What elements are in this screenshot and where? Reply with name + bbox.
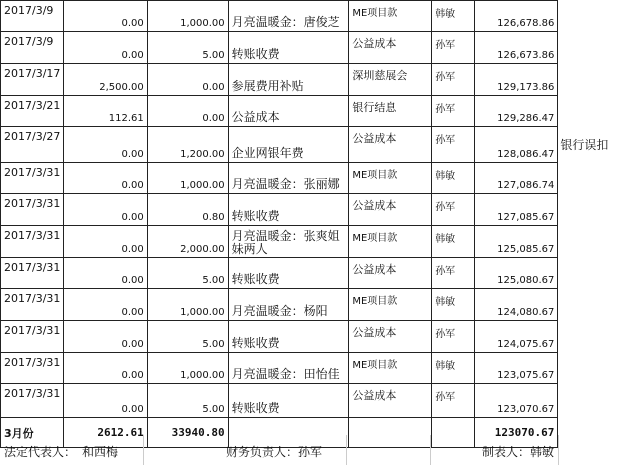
balance-cell: 126,673.86 (475, 32, 558, 64)
category-cell: 银行结息 (349, 96, 432, 127)
note-cell: 银行误扣 (560, 138, 609, 152)
category-cell: 深圳慈展会 (349, 64, 432, 96)
expense-cell: 5.00 (147, 321, 228, 353)
date-cell: 2017/3/27 (1, 127, 64, 163)
handler-cell: 孙军 (432, 384, 475, 418)
handler-cell: 孙军 (432, 64, 475, 96)
table-row (1, 384, 621, 418)
income-cell: 0.00 (64, 384, 147, 418)
table-row (1, 194, 621, 226)
total-label: 3月份 (1, 418, 64, 448)
description-cell: 月亮温暖金：田怡佳 (228, 353, 349, 384)
category-cell: 公益成本 (349, 32, 432, 64)
description-cell: 月亮温暖金：张丽娜 (228, 163, 349, 194)
date-cell: 2017/3/9 (1, 32, 64, 64)
date-cell: 2017/3/31 (1, 163, 64, 194)
category-cell: 公益成本 (349, 384, 432, 418)
description-cell: 月亮温暖金：唐俊芝 (228, 1, 349, 32)
note-cell (558, 194, 621, 226)
expense-cell: 1,200.00 (147, 127, 228, 163)
table-row (1, 289, 621, 321)
note-cell (558, 258, 621, 289)
category-cell: 公益成本 (349, 321, 432, 353)
balance-cell: 129,173.86 (475, 64, 558, 96)
date-cell: 2017/3/31 (1, 289, 64, 321)
table-row (1, 1, 621, 32)
description-cell: 转账收费 (228, 194, 349, 226)
description-cell: 月亮温暖金：杨阳 (228, 289, 349, 321)
expense-cell: 1,000.00 (147, 1, 228, 32)
balance-cell: 124,080.67 (475, 289, 558, 321)
note-cell (558, 226, 621, 258)
expense-cell: 1,000.00 (147, 353, 228, 384)
table-row (1, 127, 621, 163)
income-cell: 0.00 (64, 289, 147, 321)
balance-cell: 128,086.47 (475, 127, 558, 163)
income-cell: 0.00 (64, 127, 147, 163)
note-cell (558, 289, 621, 321)
expense-cell: 5.00 (147, 258, 228, 289)
handler-cell: 韩敏 (432, 226, 475, 258)
description-cell: 月亮温暖金：张爽姐妹两人 (228, 226, 349, 258)
total-balance: 123070.67 (475, 418, 558, 448)
table-row (1, 96, 621, 127)
balance-cell: 125,085.67 (475, 226, 558, 258)
balance-cell: 127,086.74 (475, 163, 558, 194)
note-cell (558, 96, 621, 127)
table-row (1, 32, 621, 64)
handler-cell: 孙军 (432, 96, 475, 127)
category-cell: ME项目款 (349, 353, 432, 384)
description-cell: 转账收费 (228, 32, 349, 64)
expense-cell: 5.00 (147, 32, 228, 64)
income-cell: 0.00 (64, 258, 147, 289)
note-cell (558, 163, 621, 194)
date-cell: 2017/3/31 (1, 353, 64, 384)
table-row (1, 226, 621, 258)
handler-cell: 孙军 (432, 32, 475, 64)
expense-cell: 0.00 (147, 96, 228, 127)
expense-cell: 2,000.00 (147, 226, 228, 258)
category-cell: 公益成本 (349, 127, 432, 163)
date-cell: 2017/3/17 (1, 64, 64, 96)
expense-cell: 0.80 (147, 194, 228, 226)
date-cell: 2017/3/31 (1, 321, 64, 353)
income-cell: 0.00 (64, 194, 147, 226)
description-cell: 转账收费 (228, 258, 349, 289)
date-cell: 2017/3/31 (1, 194, 64, 226)
date-cell: 2017/3/31 (1, 258, 64, 289)
income-cell: 0.00 (64, 1, 147, 32)
handler-cell: 孙军 (432, 127, 475, 163)
description-cell: 企业网银年费 (228, 127, 349, 163)
table-row (1, 353, 621, 384)
total-income: 2612.61 (64, 418, 147, 448)
balance-cell: 126,678.86 (475, 1, 558, 32)
handler-cell: 韩敏 (432, 163, 475, 194)
table-row (1, 258, 621, 289)
category-cell: ME项目款 (349, 226, 432, 258)
handler-cell: 孙军 (432, 321, 475, 353)
income-cell: 0.00 (64, 353, 147, 384)
handler-cell: 孙军 (432, 194, 475, 226)
description-cell: 公益成本 (228, 96, 349, 127)
note-cell (558, 384, 621, 418)
date-cell: 2017/3/9 (1, 1, 64, 32)
total-expense: 33940.80 (147, 418, 228, 448)
date-cell: 2017/3/31 (1, 226, 64, 258)
finance-manager: 财务负责人：孙军 (226, 445, 323, 459)
income-cell: 0.00 (64, 321, 147, 353)
income-cell: 112.61 (64, 96, 147, 127)
category-cell: ME项目款 (349, 163, 432, 194)
handler-cell: 韩敏 (432, 353, 475, 384)
category-cell: 公益成本 (349, 258, 432, 289)
handler-cell: 孙军 (432, 258, 475, 289)
date-cell: 2017/3/31 (1, 384, 64, 418)
note-cell (558, 353, 621, 384)
balance-cell: 123,070.67 (475, 384, 558, 418)
note-cell (558, 64, 621, 96)
income-cell: 2,500.00 (64, 64, 147, 96)
handler-cell: 韩敏 (432, 289, 475, 321)
balance-cell: 124,075.67 (475, 321, 558, 353)
date-cell: 2017/3/21 (1, 96, 64, 127)
note-cell (558, 32, 621, 64)
balance-cell: 125,080.67 (475, 258, 558, 289)
category-cell: ME项目款 (349, 1, 432, 32)
table-row (1, 321, 621, 353)
description-cell: 参展费用补贴 (228, 64, 349, 96)
balance-cell: 129,286.47 (475, 96, 558, 127)
income-cell: 0.00 (64, 226, 147, 258)
expense-cell: 5.00 (147, 384, 228, 418)
income-cell: 0.00 (64, 32, 147, 64)
expense-cell: 1,000.00 (147, 163, 228, 194)
expense-cell: 1,000.00 (147, 289, 228, 321)
balance-cell: 127,085.67 (475, 194, 558, 226)
table-maker: 制表人：韩敏 (482, 445, 555, 459)
table-row (1, 163, 621, 194)
balance-cell: 123,075.67 (475, 353, 558, 384)
expense-cell: 0.00 (147, 64, 228, 96)
description-cell: 转账收费 (228, 321, 349, 353)
description-cell: 转账收费 (228, 384, 349, 418)
income-cell: 0.00 (64, 163, 147, 194)
ledger-body (1, 1, 621, 448)
legal-representative: 法定代表人： 和西梅 (4, 445, 119, 459)
note-cell (558, 321, 621, 353)
note-cell (558, 1, 621, 32)
handler-cell: 韩敏 (432, 1, 475, 32)
signature-footer (0, 435, 621, 465)
table-row (1, 64, 621, 96)
category-cell: 公益成本 (349, 194, 432, 226)
category-cell: ME项目款 (349, 289, 432, 321)
